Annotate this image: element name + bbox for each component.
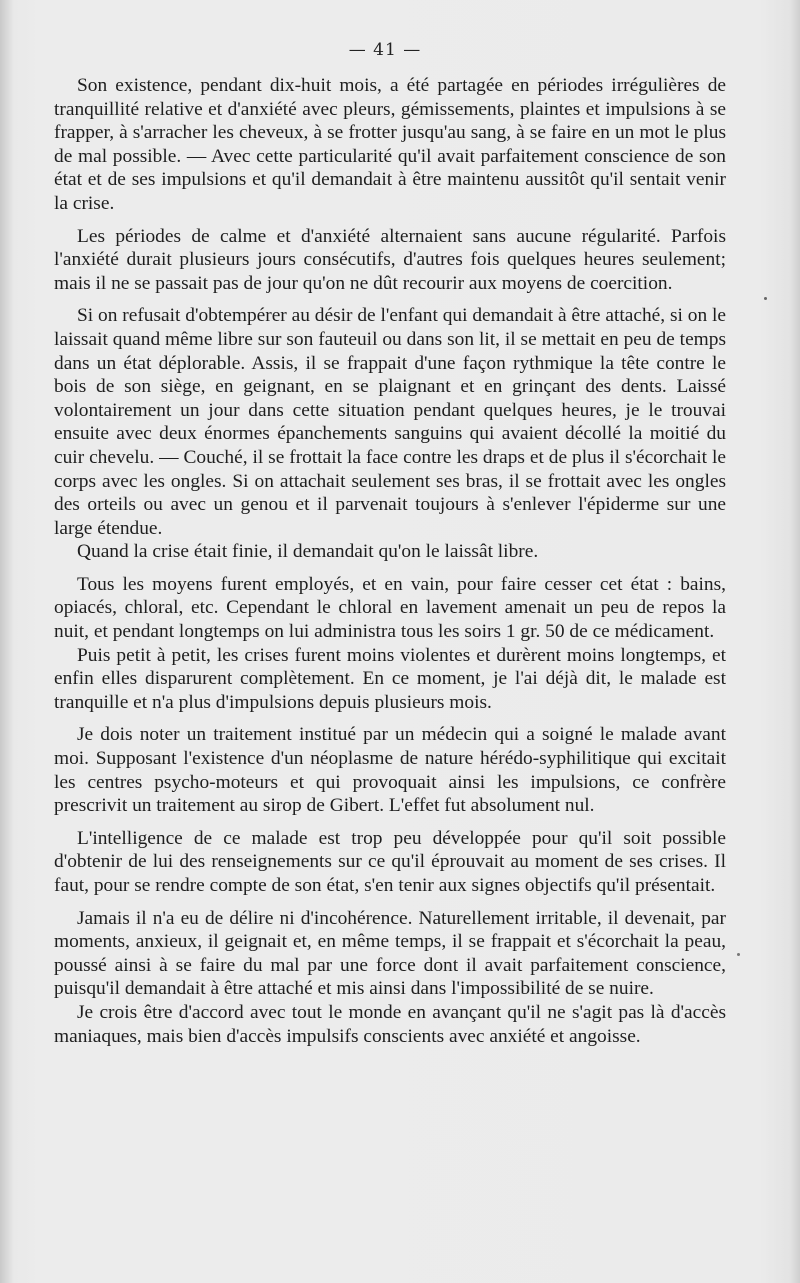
paragraph: Puis petit à petit, les crises furent moins violentes et durèrent moins longtemps, et enfin elles disparurent complètement. En ce moment, je l'ai déjà dit, le malade est tranquille et n'a plus d'impulsions depuis plusieurs mois. <box>54 644 726 713</box>
paper-speck <box>737 953 740 956</box>
paragraph: Tous les moyens furent employés, et en vain, pour faire cesser cet état : bains, opiacés, chloral, etc. Cependant le chloral en lavement amenait un peu de repos la nuit, et pendant longtemps on lui administra tous les soirs 1 gr. 50 de ce médicament. <box>54 573 726 643</box>
paper-speck <box>764 297 767 300</box>
paragraph: Jamais il n'a eu de délire ni d'incohérence. Naturellement irritable, il devenait, par moments, anxieux, il geignait et, en même temps, il se frappait et s'écorchait la peau, poussé ainsi à se faire du mal par une force dont il avait parfaitement conscience, puisqu'il demandait à être attaché et mis ainsi dans l'impossibilité de se nuire. <box>54 907 726 1000</box>
paragraph: Je dois noter un traitement institué par un médecin qui a soigné le malade avant moi. Supposant l'existence d'un néoplasme de nature hérédo-syphilitique qui excitait les centres psycho-moteurs et qui provoquait ainsi les impulsions, ce confrère prescrivit un traitement au sirop de Gibert. L'effet fut absolument nul. <box>54 724 726 817</box>
paragraph: Je crois être d'accord avec tout le monde en avançant qu'il ne s'agit pas là d'accès maniaques, mais bien d'accès impulsifs conscients avec anxiété et angoisse. <box>54 1001 726 1047</box>
paragraph: Les périodes de calme et d'anxiété alternaient sans aucune régularité. Parfois l'anxiété durait plusieurs jours consécutifs, d'autres fois quelques heures seulement; mais il ne se passait pas de jour qu'on ne dût recourir aux moyens de coercition. <box>54 225 726 294</box>
paragraph: L'intelligence de ce malade est trop peu développée pour qu'il soit possible d'obtenir de lui des renseignements sur ce qu'il éprouvait au moment de ses crises. Il faut, pour se rendre compte de son état, s'en tenir aux signes objectifs qu'il présentait. <box>54 827 726 896</box>
paragraph: Si on refusait d'obtempérer au désir de l'enfant qui demandait à être attaché, si on le laissait quand même libre sur son fauteuil ou dans son lit, il se mettait en peu de temps dans un état déplorable. Assis, il se frappait d'une façon rythmique la tête contre le bois de son siège, en geignant, en se plaignant et en grinçant des dents. Laissé volontairement un jour dans cette situation pendant quelques heures, je le trouvai ensuite avec deux énormes épanchements sanguins qui avaient décollé la moitié du cuir chevelu. — Couché, il se frottait la face contre les draps et de plus il s'écorchait le corps avec les ongles. Si on attachait seulement ses bras, il se frottait avec les ongles des orteils ou avec un genou et il parvenait toujours à s'enlever l'épiderme sur une large étendue. <box>54 305 726 539</box>
paragraph: Quand la crise était finie, il demandait qu'on le laissât libre. <box>77 541 539 563</box>
body-text <box>54 74 726 1048</box>
page-number: — 41 — <box>348 40 422 60</box>
paragraph: Son existence, pendant dix-huit mois, a été partagée en périodes irrégulières de tranquillité relative et d'anxiété avec pleurs, gémissements, plaintes et impulsions à se frapper, à s'arracher les cheveux, à se frotter jusqu'au sang, à se faire en un mot le plus de mal possible. — Avec cette particularité qu'il avait parfaitement conscience de son état et de ses impulsions et qu'il demandait à être maintenu aussitôt qu'il sentait venir la crise. <box>54 75 726 214</box>
